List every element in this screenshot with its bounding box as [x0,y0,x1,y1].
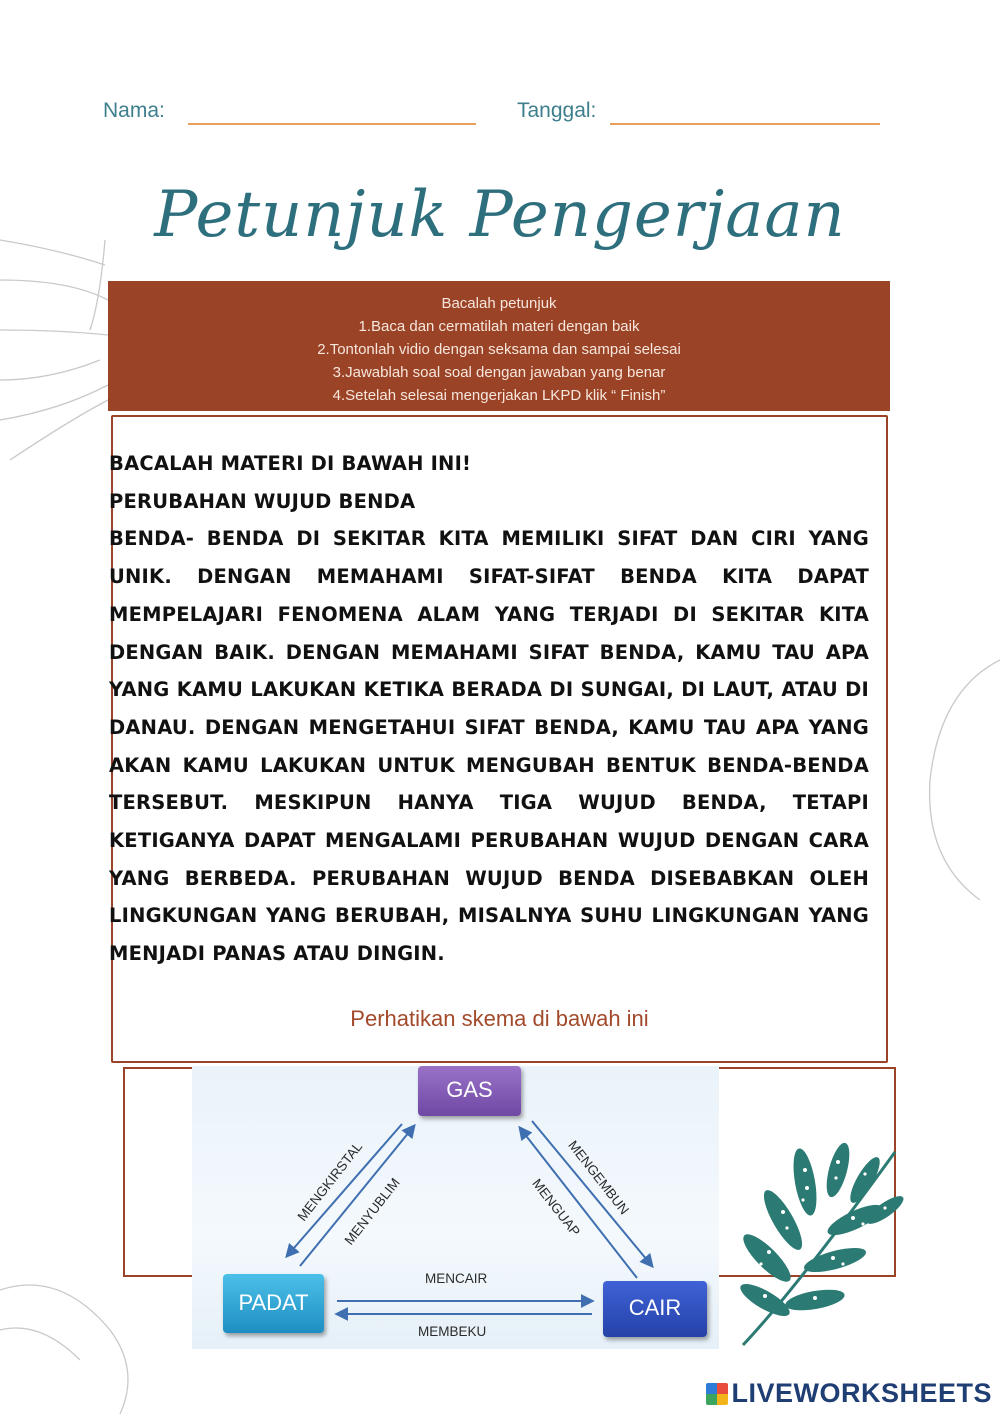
node-padat: PADAT [223,1274,324,1333]
material-line: UNIK. DENGAN MEMAHAMI SIFAT-SIFAT BENDA KITA DAPAT [109,565,869,589]
label-mengembun: MENGEMBUN [565,1137,633,1218]
liveworksheets-logo[interactable] [706,1378,992,1409]
name-field-line[interactable] [188,123,476,125]
date-field-line[interactable] [610,123,880,125]
instruction-item: 3.Jawablah soal soal dengan jawaban yang benar [332,364,666,381]
material-line: DANAU. DENGAN MENGETAHUI SIFAT BENDA, KAMU TAU APA YANG [109,715,869,739]
material-line: TERSEBUT. MESKIPUN HANYA TIGA WUJUD BENDA, TETAPI [109,791,869,815]
material-line: DENGAN BAIK. DENGAN MEMAHAMI SIFAT BENDA, KAMU TAU APA [109,640,869,664]
page-title: Petunjuk Pengerjaan [154,178,846,252]
label-mencair: MENCAIR [425,1271,488,1286]
instruction-item: 4.Setelah selesai mengerjakan LKPD klik “ Finish” [332,387,666,404]
node-cair: CAIR [603,1281,707,1337]
material-heading: BACALAH MATERI DI BAWAH INI! [109,452,472,475]
diagram-hint: Perhatikan skema di bawah ini [350,1006,649,1031]
date-label: Tanggal: [517,99,597,122]
material-line: MEMPELAJARI FENOMENA ALAM YANG TERJADI DI SEKITAR KITA [109,602,869,626]
material-line: KETIGANYA DAPAT MENGALAMI PERUBAHAN WUJUD DENGAN CARA [109,829,869,853]
node-gas: GAS [418,1066,521,1116]
phase-change-diagram [192,1066,719,1349]
footer-brand: LIVEWORKSHEETS [731,1378,992,1408]
material-line: BENDA- BENDA DI SEKITAR KITA MEMILIKI SIFAT DAN CIRI YANG [109,527,869,551]
material-line: YANG BERBEDA. PERUBAHAN WUJUD BENDA DISEBABKAN OLEH [109,866,869,890]
instruction-heading: Bacalah petunjuk [441,295,557,312]
material-line: AKAN KAMU LAKUKAN UNTUK MENGUBAH BENTUK BENDA-BENDA [109,753,869,777]
material-line: MENJADI PANAS ATAU DINGIN. [109,942,445,966]
material-subheading: PERUBAHAN WUJUD BENDA [109,489,416,513]
label-menyublim: MENYUBLIM [341,1175,403,1248]
name-label: Nama: [103,99,165,122]
instruction-item: 2.Tontonlah vidio dengan seksama dan sampai selesai [317,341,681,358]
label-membeku: MEMBEKU [418,1324,487,1339]
label-mengkristal: MENGKIRSTAL [294,1139,366,1224]
instruction-item: 1.Baca dan cermatilah materi dengan baik [358,318,640,335]
material-line: YANG KAMU LAKUKAN KETIKA BERADA DI SUNGAI, DI LAUT, ATAU DI [109,678,869,702]
leaf-decoration [735,1140,905,1350]
material-text [109,445,869,973]
instruction-box [108,281,890,411]
material-line: LINGKUNGAN YANG BERUBAH, MISALNYA SUHU LINGKUNGAN YANG [109,904,869,928]
label-menguap: MENGUAP [529,1175,584,1240]
liveworksheets-badge-icon [706,1383,728,1405]
